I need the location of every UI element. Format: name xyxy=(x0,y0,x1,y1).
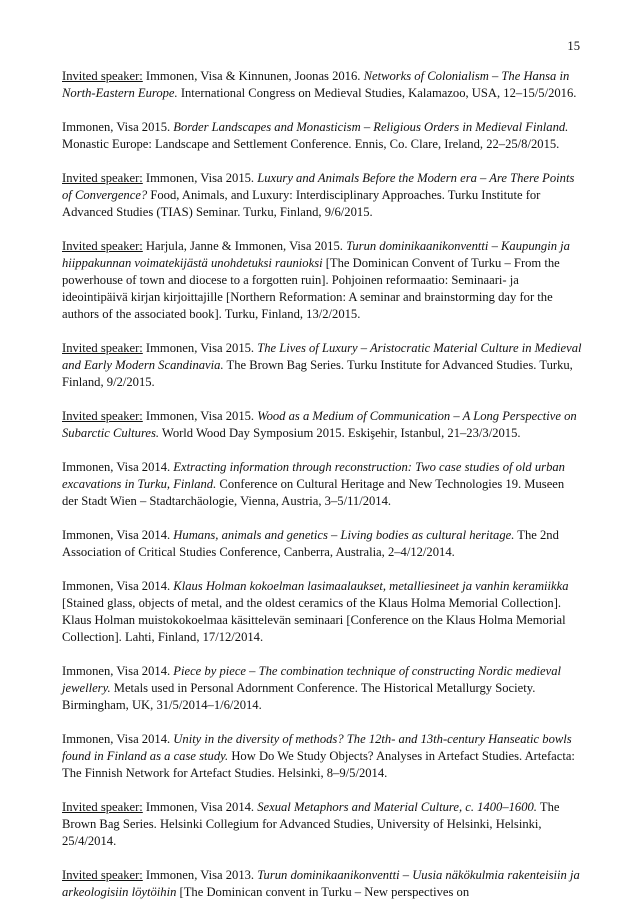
entry-authors-year: Immonen, Visa 2013. xyxy=(142,868,258,882)
entry-venue: [The Dominican Convent of Turku – From the powerhouse of town and diocese to a forgotten ruin]. Pohjoinen reformaatio: Seminaari- ja ideointipäivä kirjan kirjoittajille [Northern Reformation: A seminar and brainstorming day for the authors of the associated book]. Turku, Finland, 13/2/2015. xyxy=(62,256,560,321)
presentation-entry xyxy=(62,527,582,561)
entry-title: Klaus Holman kokoelman lasimaalaukset, metalliesineet ja vanhin keramiikka xyxy=(173,579,569,593)
entry-authors-year: Immonen, Visa & Kinnunen, Joonas 2016. xyxy=(142,69,364,83)
conference-presentations-list xyxy=(62,68,582,918)
entry-title: Piece by piece – The combination technique of constructing Nordic medieval jewellery. xyxy=(62,664,562,695)
entry-venue: World Wood Day Symposium 2015. Eskişehir, Istanbul, 21–23/3/2015. xyxy=(159,426,521,440)
invited-speaker-label: Invited speaker: xyxy=(62,341,143,355)
invited-speaker-label: Invited speaker: xyxy=(62,69,143,83)
entry-authors-year: Immonen, Visa 2015. xyxy=(142,341,258,355)
entry-venue: [The Dominican convent in Turku – New perspectives on xyxy=(176,885,470,899)
presentation-entry xyxy=(62,578,582,646)
entry-title: Wood as a Medium of Communication – A Long Perspective on Subarctic Cultures. xyxy=(62,409,577,440)
entry-authors-year: Immonen, Visa 2014. xyxy=(62,664,174,678)
entry-venue: The Brown Bag Series. Helsinki Collegium for Advanced Studies, University of Helsinki, Helsinki, 25/4/2014. xyxy=(62,800,560,848)
invited-speaker-label: Invited speaker: xyxy=(62,800,143,814)
entry-title: Sexual Metaphors and Material Culture, c. 1400–1600. xyxy=(257,800,537,814)
presentation-entry xyxy=(62,119,582,153)
entry-title: Networks of Colonialism – The Hansa in North-Eastern Europe. xyxy=(62,69,570,100)
entry-authors-year: Immonen, Visa 2014. xyxy=(142,800,258,814)
entry-authors-year: Harjula, Janne & Immonen, Visa 2015. xyxy=(142,239,347,253)
entry-venue: Metals used in Personal Adornment Conference. The Historical Metallurgy Society. Birmingham, UK, 31/5/2014–1/6/2014. xyxy=(62,681,536,712)
invited-speaker-label: Invited speaker: xyxy=(62,868,143,882)
page-number: 15 xyxy=(567,39,580,53)
presentation-entry xyxy=(62,663,582,714)
entry-venue: Monastic Europe: Landscape and Settlement Conference. Ennis, Co. Clare, Ireland, 22–25/8/2015. xyxy=(62,137,560,151)
presentation-entry xyxy=(62,408,582,442)
entry-authors-year: Immonen, Visa 2014. xyxy=(62,528,174,542)
presentation-entry xyxy=(62,799,582,850)
entry-title: Turun dominikaanikonventti – Uusia näkökulmia rakenteisiin ja arkeologisiin löytöihin xyxy=(62,868,580,899)
entry-venue: How Do We Study Objects? Analyses in Artefact Studies. Artefacta: The Finnish Network for Artefact Studies. Helsinki, 8–9/5/2014. xyxy=(62,749,575,780)
entry-title: Unity in the diversity of methods? The 12th- and 13th-century Hanseatic bowls found in Finland as a case study. xyxy=(62,732,572,763)
entry-authors-year: Immonen, Visa 2014. xyxy=(62,579,174,593)
entry-venue: Food, Animals, and Luxury: Interdisciplinary Approaches. Turku Institute for Advanced Studies (TIAS) Seminar. Turku, Finland, 9/6/2015. xyxy=(62,188,541,219)
entry-venue: The Brown Bag Series. Turku Institute for Advanced Studies. Turku, Finland, 9/2/2015. xyxy=(62,358,573,389)
presentation-entry xyxy=(62,731,582,782)
entry-authors-year: Immonen, Visa 2015. xyxy=(62,120,174,134)
entry-title: Humans, animals and genetics – Living bodies as cultural heritage. xyxy=(173,528,515,542)
entry-title: The Lives of Luxury – Aristocratic Material Culture in Medieval and Early Modern Scandinavia. xyxy=(62,341,582,372)
entry-title: Extracting information through reconstruction: Two case studies of old urban excavations in Turku, Finland. xyxy=(62,460,565,491)
entry-venue: Conference on Cultural Heritage and New Technologies 19. Museen der Stadt Wien – Stadtarchäologie, Vienna, Austria, 3–5/11/2014. xyxy=(62,477,565,508)
presentation-entry xyxy=(62,170,582,221)
invited-speaker-label: Invited speaker: xyxy=(62,409,143,423)
presentation-entry xyxy=(62,68,582,102)
entry-authors-year: Immonen, Visa 2014. xyxy=(62,732,174,746)
presentation-entry xyxy=(62,867,582,901)
entry-title: Turun dominikaanikonventti – Kaupungin ja hiippakunnan voimatekijästä unohdetuksi raunioksi xyxy=(62,239,570,270)
entry-authors-year: Immonen, Visa 2015. xyxy=(142,171,258,185)
entry-venue: The 2nd Association of Critical Studies Conference, Canberra, Australia, 2–4/12/2014. xyxy=(62,528,559,559)
presentation-entry xyxy=(62,459,582,510)
presentation-entry xyxy=(62,340,582,391)
entry-title: Luxury and Animals Before the Modern era – Are There Points of Convergence? xyxy=(62,171,575,202)
entry-title: Border Landscapes and Monasticism – Religious Orders in Medieval Finland. xyxy=(173,120,569,134)
invited-speaker-label: Invited speaker: xyxy=(62,239,143,253)
entry-venue: [Stained glass, objects of metal, and the oldest ceramics of the Klaus Holma Memorial Collection]. Klaus Holman muistokokoelmaa käsittelevän seminaari [Conference on the Klaus Holma Memorial Collection]. Lahti, Finland, 17/12/2014. xyxy=(62,596,566,644)
presentation-entry xyxy=(62,238,582,323)
entry-authors-year: Immonen, Visa 2014. xyxy=(62,460,174,474)
entry-venue: International Congress on Medieval Studies, Kalamazoo, USA, 12–15/5/2016. xyxy=(177,86,577,100)
invited-speaker-label: Invited speaker: xyxy=(62,171,143,185)
entry-authors-year: Immonen, Visa 2015. xyxy=(142,409,258,423)
